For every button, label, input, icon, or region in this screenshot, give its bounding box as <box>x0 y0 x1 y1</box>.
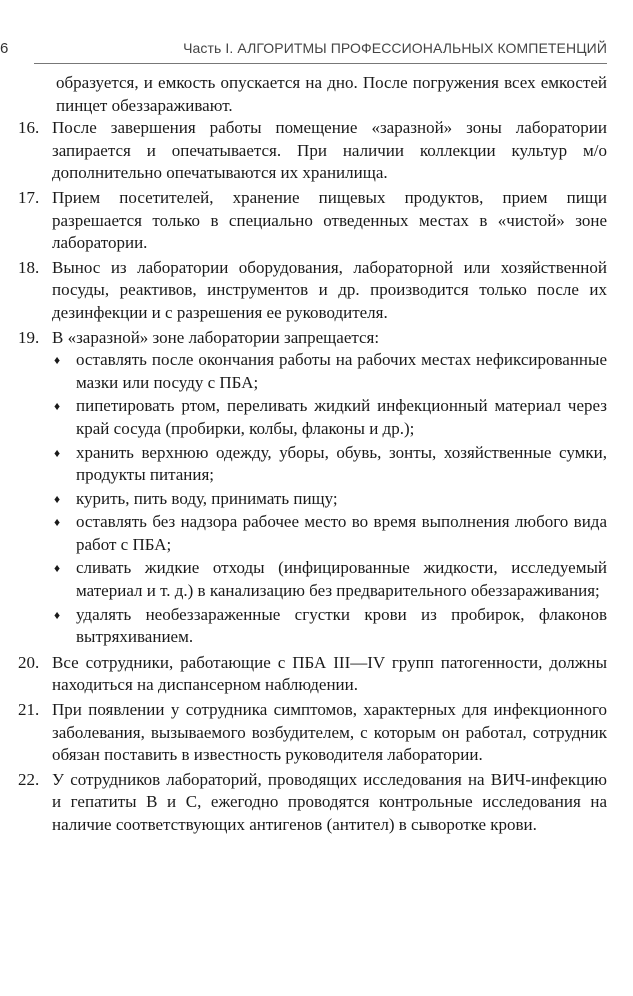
page-content <box>18 72 607 839</box>
bullet-item <box>52 604 607 649</box>
page-number: 6 <box>0 40 9 57</box>
diamond-bullet-icon: ♦ <box>54 561 61 576</box>
list-item-19 <box>18 327 607 650</box>
list-item-16 <box>18 117 607 185</box>
bullet-item <box>52 511 607 556</box>
bullet-item <box>52 442 607 487</box>
item-number: 22. <box>18 769 40 789</box>
diamond-bullet-icon: ♦ <box>54 491 61 506</box>
diamond-bullet-icon: ♦ <box>54 445 61 460</box>
bullet-item <box>52 349 607 394</box>
list-item-17 <box>18 187 607 255</box>
running-header: Часть I. АЛГОРИТМЫ ПРОФЕССИОНАЛЬНЫХ КОМПЕТЕНЦИЙ <box>183 40 607 56</box>
prohibitions-list <box>52 349 607 649</box>
list-item-22 <box>18 769 607 837</box>
item-text: Все сотрудники, работающие с ПБА III—IV групп патогенности, должны находиться на диспансерном наблюдении. <box>52 652 607 695</box>
bullet-text: удалять необеззараженные сгустки крови из пробирок, флаконов вытряхиванием. <box>76 604 607 647</box>
diamond-bullet-icon: ♦ <box>54 399 61 414</box>
bullet-item <box>52 557 607 602</box>
item-text: Прием посетителей, хранение пищевых продуктов, прием пищи разрешается только в специально отведенных местах в «чистой» зоне лаборатории. <box>52 187 607 253</box>
item-text: В «заразной» зоне лаборатории запрещается: <box>52 327 380 347</box>
bullet-item <box>52 395 607 440</box>
item-number: 20. <box>18 652 40 672</box>
bullet-item <box>52 488 607 511</box>
item-number: 19. <box>18 327 40 347</box>
item-body <box>52 327 607 650</box>
bullet-text: оставлять без надзора рабочее место во время выполнения любого вида работ с ПБА; <box>76 512 607 554</box>
diamond-bullet-icon: ♦ <box>54 607 61 622</box>
item-number: 21. <box>18 700 40 720</box>
list-item-18 <box>18 257 607 325</box>
item-number: 17. <box>18 187 40 207</box>
list-item-21 <box>18 699 607 767</box>
item-text: Вынос из лаборатории оборудования, лабораторной или хозяйственной посуды, реактивов, инструментов и др. производится только после их дезинфекции и с разрешения ее руководителя. <box>52 257 607 322</box>
item-number: 18. <box>18 257 40 277</box>
bullet-text: курить, пить воду, принимать пищу; <box>76 488 338 508</box>
diamond-bullet-icon: ♦ <box>54 353 61 368</box>
list-item-20 <box>18 652 607 697</box>
continuation-paragraph: образуется, и емкость опускается на дно. После погружения всех емкостей пинцет обеззараживают. <box>56 73 607 115</box>
header-rule <box>34 63 607 64</box>
item-text: После завершения работы помещение «заразной» зоны лаборатории запирается и опечатывается. При наличии коллекции культур м/о дополнительно опечатываются их хранилища. <box>52 118 607 183</box>
bullet-text: пипетировать ртом, переливать жидкий инфекционный материал через край сосуда (пробирки, колбы, флаконы и др.); <box>76 396 607 438</box>
item-text: У сотрудников лабораторий, проводящих исследования на ВИЧ-инфекцию и гепатиты В и С, ежегодно проводятся контрольные исследования на наличие соответствующих антигенов (антител) в сыворотке крови. <box>52 769 607 834</box>
bullet-text: сливать жидкие отходы (инфицированные жидкости, исследуемый материал и т. д.) в канализацию без предварительного обеззараживания; <box>76 558 607 601</box>
bullet-text: хранить верхнюю одежду, уборы, обувь, зонты, хозяйственные сумки, продукты питания; <box>76 442 607 485</box>
item-number: 16. <box>18 118 40 138</box>
bullet-text: оставлять после окончания работы на рабочих местах нефиксированные мазки или посуду с ПБА; <box>76 350 607 392</box>
item-text: При появлении у сотрудника симптомов, характерных для инфекционного заболевания, вызываемого возбудителем, с которым он работал, сотрудник обязан поставить в известность руководителя лаборатории. <box>52 700 607 765</box>
diamond-bullet-icon: ♦ <box>54 515 61 530</box>
